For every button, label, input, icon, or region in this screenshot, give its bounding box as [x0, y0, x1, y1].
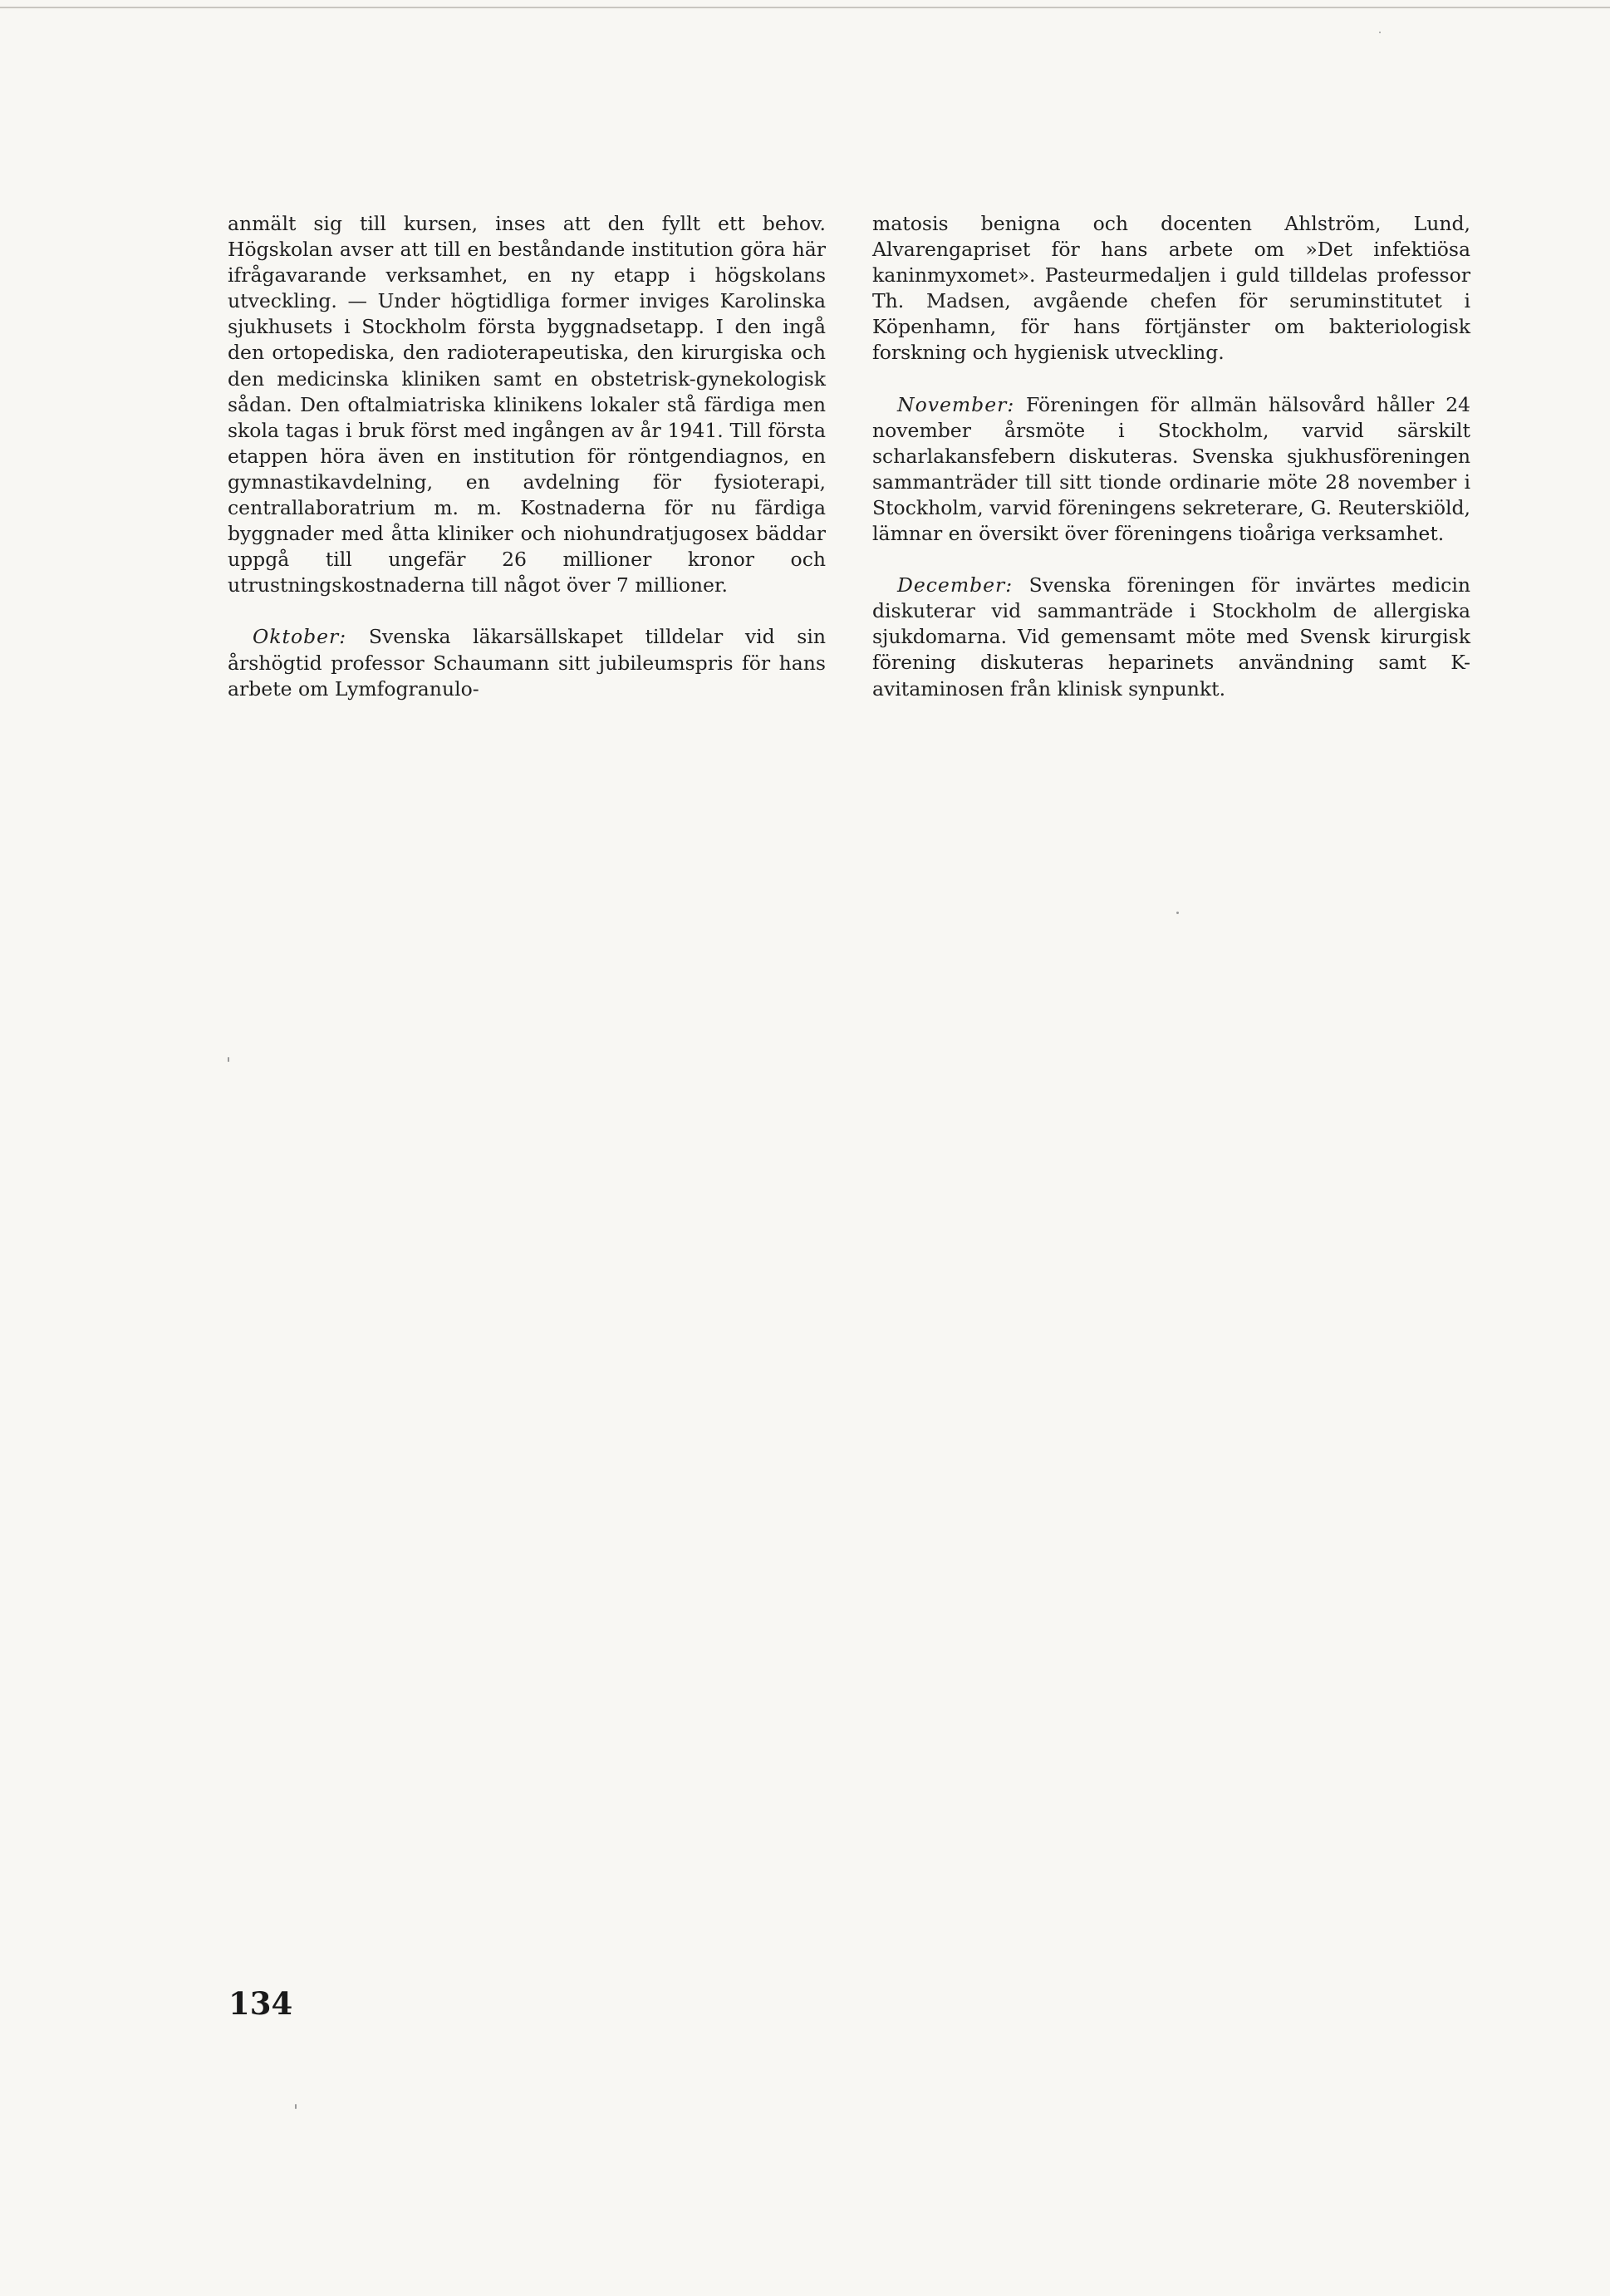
- paper-speck: [295, 2104, 297, 2109]
- right-paragraph-1: [872, 211, 1470, 366]
- paper-speck: [1176, 912, 1179, 914]
- month-heading-oktober: Oktober:: [253, 625, 347, 649]
- left-text-column: [228, 211, 826, 702]
- paper-speck: [1379, 32, 1381, 33]
- right-paragraph-december: [872, 573, 1470, 701]
- paper-speck: [228, 1057, 229, 1062]
- month-heading-november: November:: [897, 392, 1015, 416]
- right-paragraph-1-text: matosis benigna och docenten Ahlström, Lund, Alvarengapriset för hans arbete om »Det infektiösa kaninmyxomet». Pasteurmedaljen i guld tilldelas professor Th. Madsen, avgående chefen för seruminstitutet i Köpenhamn, för hans förtjänster om bakteriologisk forskning och hygienisk utveckling.: [872, 212, 1470, 365]
- left-paragraph-1: [228, 211, 826, 598]
- top-edge-rule: [0, 7, 1610, 8]
- right-paragraph-december-text: Svenska föreningen för invärtes medicin diskuterar vid sammanträde i Stockholm de allergiska sjukdomarna. Vid gemensamt möte med Svensk kirurgisk förening diskuteras heparinets användning samt K-avitaminosen från klinisk synpunkt.: [872, 573, 1470, 701]
- right-paragraph-november: [872, 392, 1470, 548]
- page-number: 134: [228, 1985, 293, 2022]
- month-heading-december: December:: [897, 573, 1014, 597]
- right-paragraph-november-text: Föreningen för allmän hälsovård håller 24 november årsmöte i Stockholm, varvid särskilt scharlakansfebern diskuteras. Svenska sjukhusföreningen sammanträder till sitt tionde ordinarie möte 28 november i Stockholm, varvid föreningens sekreterare, G. Reuterskiöld, lämnar en översikt över föreningens tioåriga verksamhet.: [872, 392, 1470, 546]
- left-paragraph-oktober-text: Svenska läkarsällskapet tilldelar vid sin årshögtid professor Schaumann sitt jubileumspris för hans arbete om Lymfogranulo-: [228, 625, 826, 701]
- left-paragraph-1-text: anmält sig till kursen, inses att den fyllt ett behov. Högskolan avser att till en beståndande institution göra här ifrågavarande verksamhet, en ny etapp i högskolans utveckling. — Under högtidliga former inviges Karolinska sjukhusets i Stockholm första byggnadsetapp. I den ingå den ortopediska, den radioterapeutiska, den kirurgiska och den medicinska kliniken samt en obstetrisk-gynekologisk sådan. Den oftalmiatriska klinikens lokaler stå färdiga men skola tagas i bruk först med ingången av år 1941. Till första etappen höra även en institution för röntgendiagnos, en gymnastikavdelning, en avdelning för fysioterapi, centrallaboratrium m. m. Kostnaderna för nu färdiga byggnader med åtta kliniker och niohundratjugosex bäddar uppgå till ungefär 26 millioner kronor och utrustningskostnaderna till något över 7 millioner.: [228, 212, 826, 597]
- right-text-column: [872, 211, 1470, 702]
- left-paragraph-oktober: [228, 624, 826, 701]
